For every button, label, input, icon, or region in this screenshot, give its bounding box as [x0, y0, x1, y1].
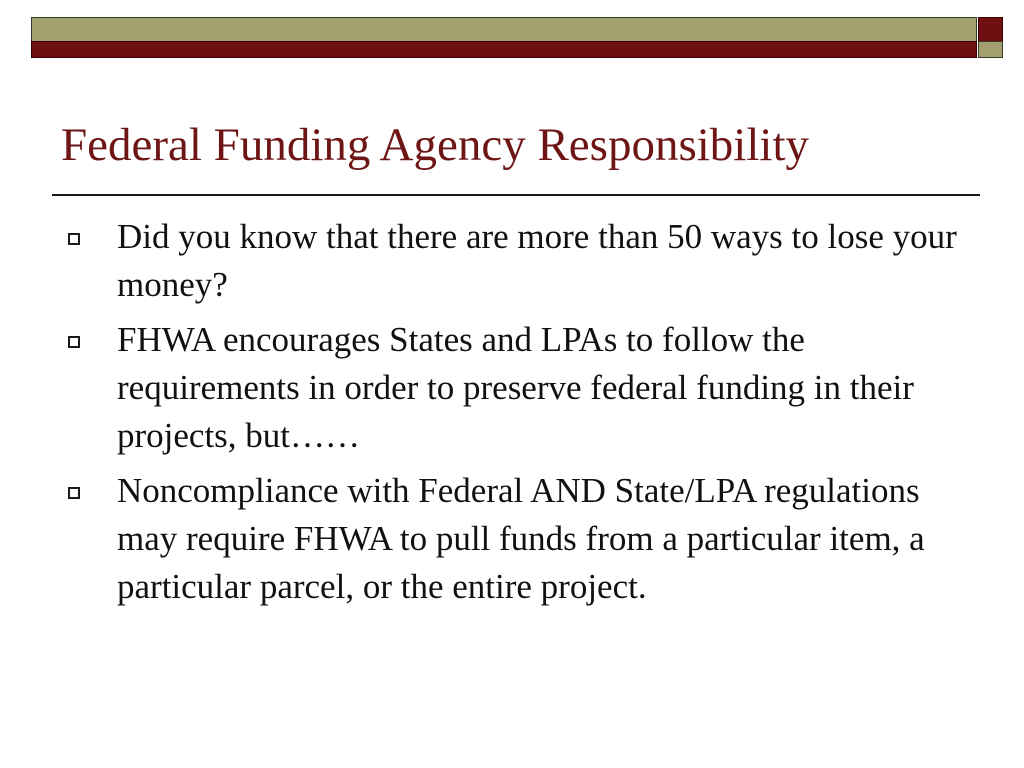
- hollow-square-bullet-icon: [68, 487, 80, 499]
- bullet-item: [62, 467, 962, 611]
- bullet-text: Did you know that there are more than 50 ways to lose your money?: [117, 217, 957, 304]
- corner-square-olive: [978, 41, 1003, 58]
- title-divider: [52, 194, 980, 196]
- corner-square-maroon: [978, 17, 1003, 42]
- header-band-maroon: [31, 41, 977, 58]
- hollow-square-bullet-icon: [68, 233, 80, 245]
- slide-title: Federal Funding Agency Responsibility: [61, 119, 810, 171]
- header-band-olive: [31, 17, 977, 42]
- bullet-text: FHWA encourages States and LPAs to follow the requirements in order to preserve federal funding in their projects, but……: [117, 320, 914, 455]
- bullet-item: [62, 316, 962, 460]
- bullet-item: [62, 213, 962, 309]
- bullet-text: Noncompliance with Federal AND State/LPA regulations may require FHWA to pull funds from a particular item, a particular parcel, or the entire project.: [117, 471, 925, 606]
- bullet-list: [62, 213, 962, 618]
- hollow-square-bullet-icon: [68, 336, 80, 348]
